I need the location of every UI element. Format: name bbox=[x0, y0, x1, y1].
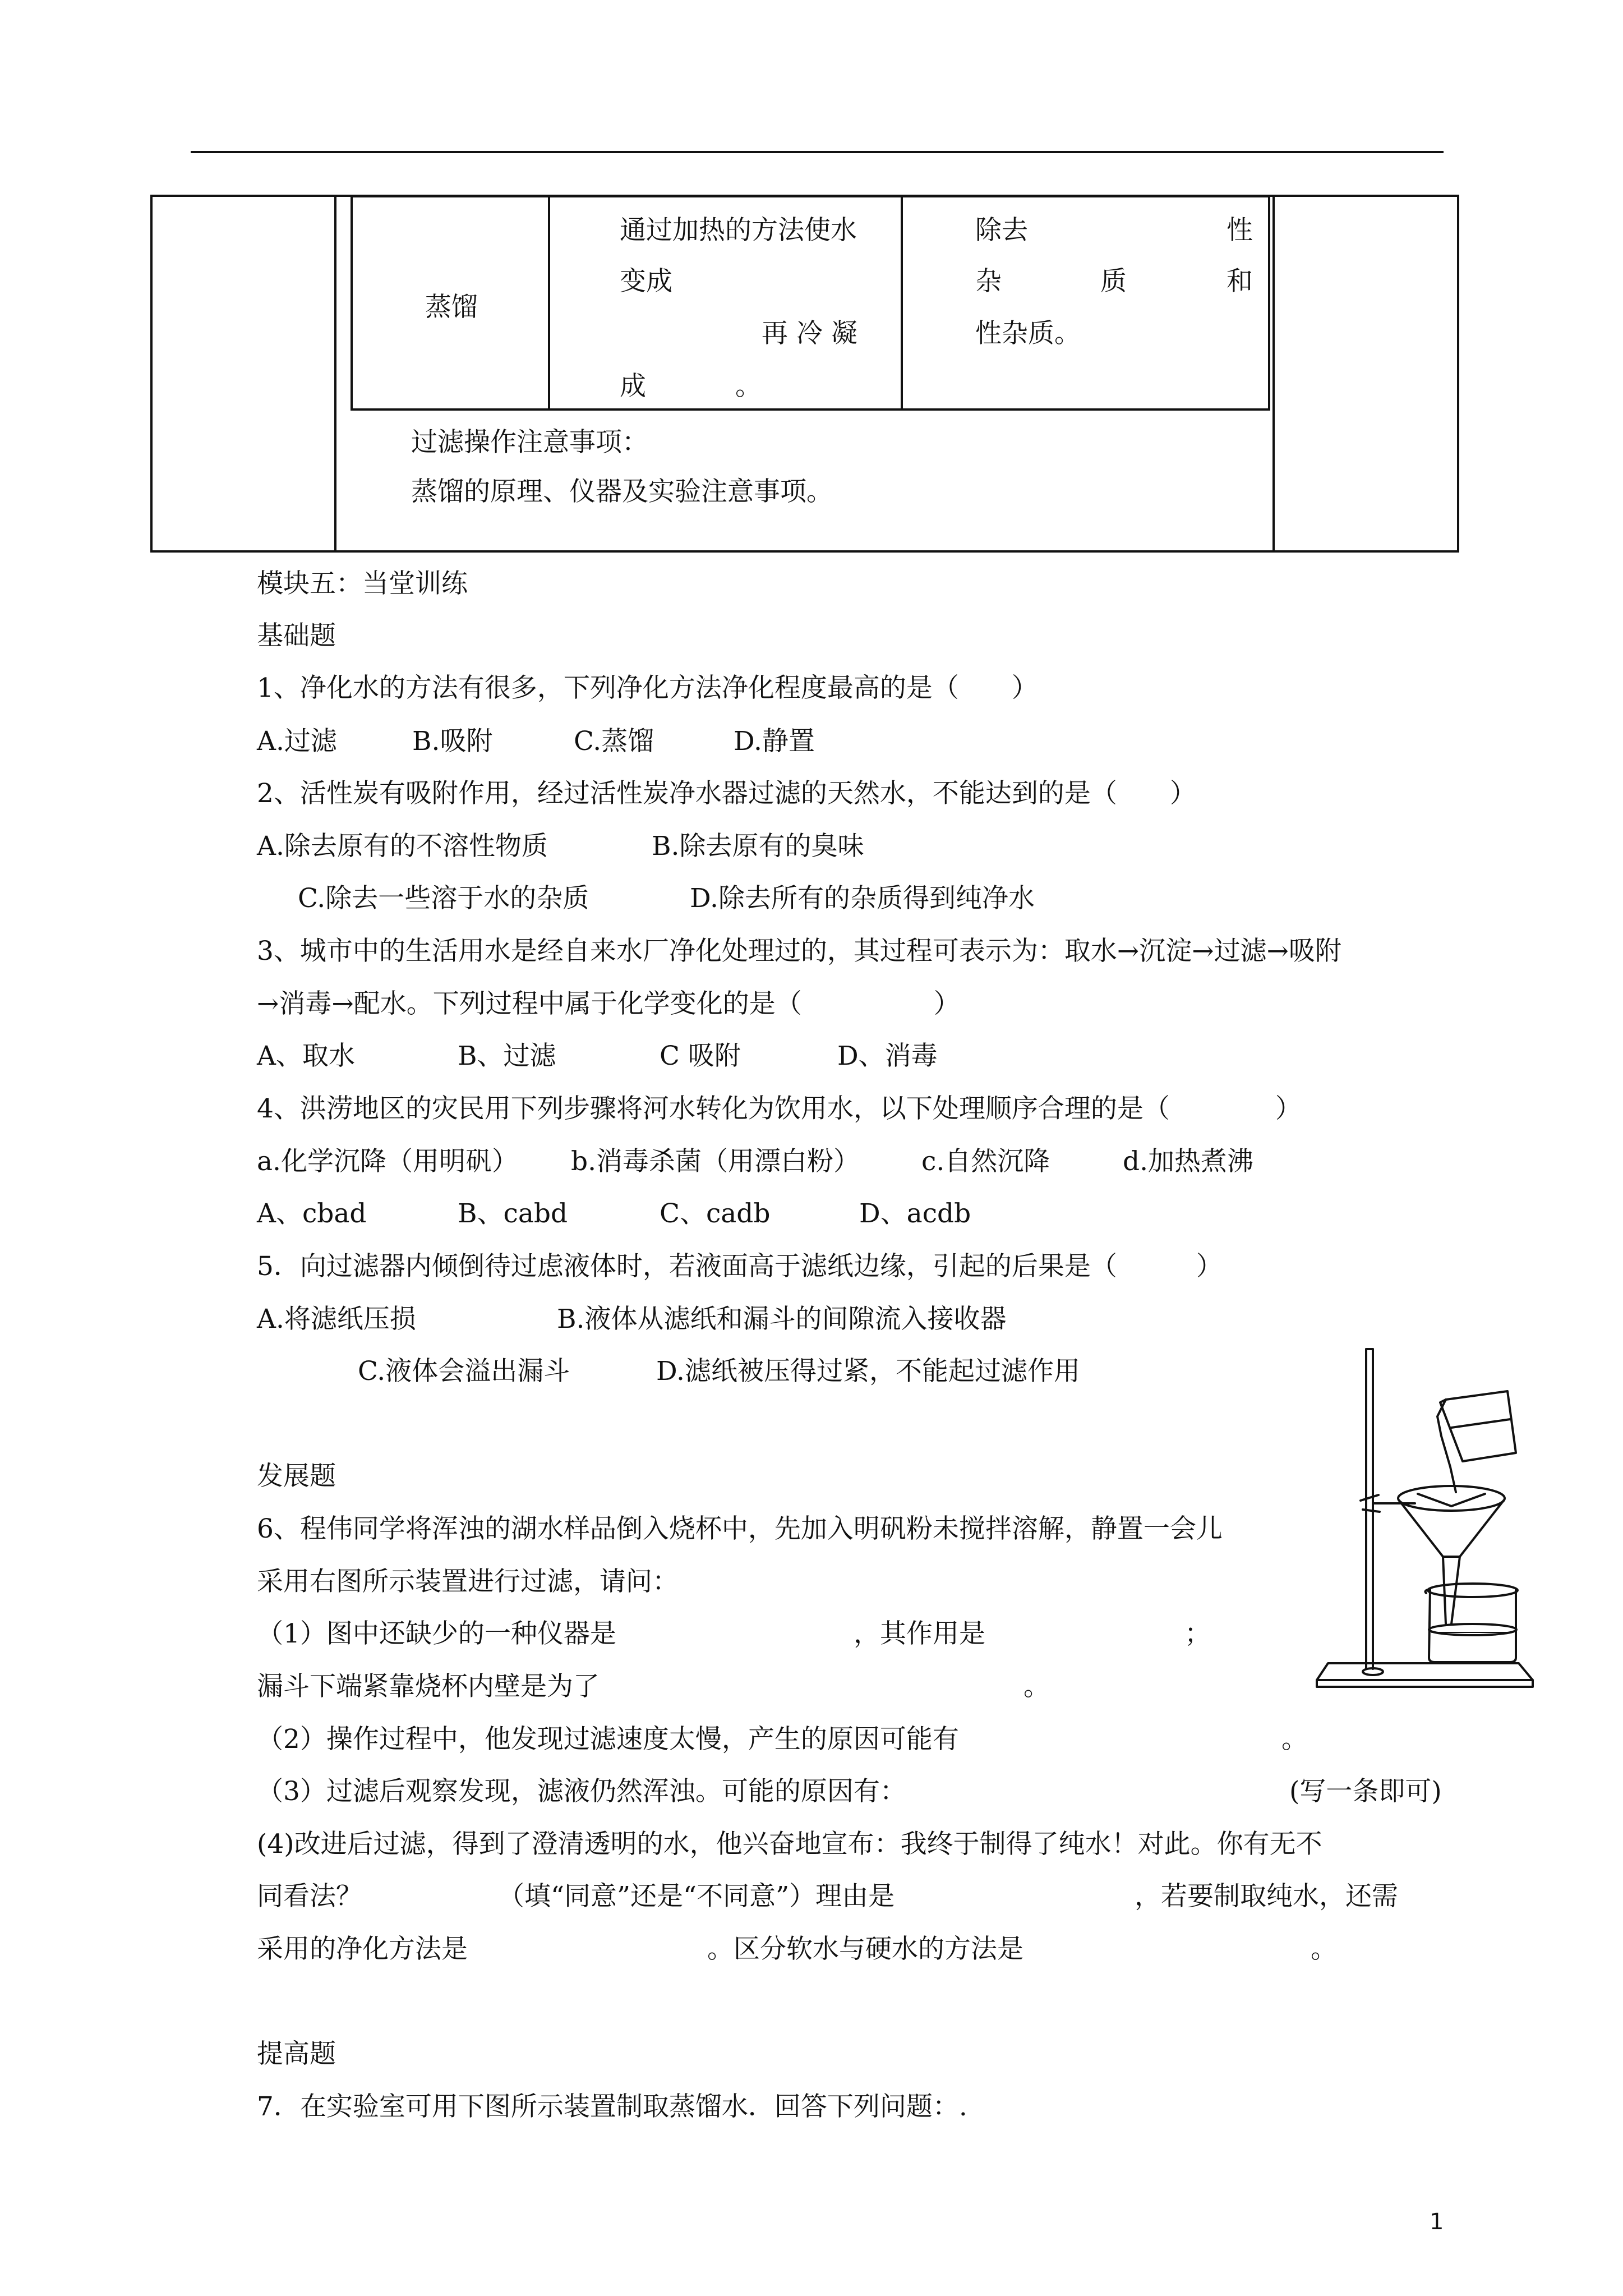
q4-option-d: D、acdb bbox=[859, 1198, 971, 1229]
q3-option-a: A、取水 bbox=[257, 1041, 355, 1071]
q3-stem-line-1: 3、城市中的生活用水是经自来水厂净化处理过的，其过程可表示为：取水→沉淀→过滤→吸附 bbox=[257, 936, 1342, 967]
effect-line-1b: 性 bbox=[1227, 215, 1253, 246]
q6-part1-b: ，其作用是 bbox=[854, 1618, 985, 1649]
q4-step-d: d.加热煮沸 bbox=[1123, 1146, 1254, 1177]
effect-line-2b: 质 bbox=[1100, 266, 1127, 297]
q2-option-b: B.除去原有的臭味 bbox=[652, 831, 864, 862]
adv-section-title: 提高题 bbox=[257, 2039, 336, 2069]
filtration-apparatus-figure bbox=[1311, 1343, 1552, 1703]
q2-option-d: D.除去所有的杂质得到纯净水 bbox=[690, 883, 1035, 914]
q6-part3-a: （3）过滤后观察发现，滤液仍然浑浊。可能的原因有： bbox=[257, 1776, 906, 1807]
principle-line-4b: 。 bbox=[735, 371, 762, 402]
q6-part1-e: 。 bbox=[1023, 1671, 1050, 1702]
q6-stem-line-2: 采用右图所示装置进行过滤，请问： bbox=[257, 1566, 679, 1597]
q1-option-c: C.蒸馏 bbox=[574, 726, 654, 757]
dev-section-title: 发展题 bbox=[257, 1461, 336, 1492]
q4-step-b: b.消毒杀菌（用漂白粉） bbox=[571, 1146, 860, 1177]
effect-line-1a: 除去 bbox=[975, 215, 1028, 246]
principle-line-3: 再 冷 凝 bbox=[762, 318, 857, 349]
q5-option-d: D.滤纸被压得过紧，不能起过滤作用 bbox=[656, 1356, 1080, 1387]
inner-divider-2 bbox=[901, 197, 903, 408]
q6-part4-e: 采用的净化方法是 bbox=[257, 1934, 468, 1964]
q5-option-c: C.液体会溢出漏斗 bbox=[358, 1356, 570, 1387]
q1-option-a: A.过滤 bbox=[257, 726, 337, 757]
principle-line-4a: 成 bbox=[620, 371, 646, 402]
q5-option-b: B.液体从滤纸和漏斗的间隙流入接收器 bbox=[557, 1304, 1007, 1335]
principle-line-1: 通过加热的方法使水 bbox=[620, 215, 857, 246]
header-rule bbox=[191, 151, 1444, 153]
q6-part3-b: (写一条即可) bbox=[1289, 1776, 1442, 1807]
q4-option-b: B、cabd bbox=[458, 1198, 568, 1229]
effect-line-2c: 和 bbox=[1227, 266, 1253, 297]
q6-part4-line-1: (4)改进后过滤，得到了澄清透明的水，他兴奋地宣布：我终于制得了纯水！对此。你有无不 bbox=[257, 1829, 1322, 1860]
q6-stem-line-1: 6、程伟同学将浑浊的湖水样品倒入烧杯中，先加入明矾粉未搅拌溶解，静置一会儿 bbox=[257, 1513, 1223, 1544]
q6-part4-d: ，若要制取纯水，还需 bbox=[1135, 1881, 1398, 1912]
q6-part2-a: （2）操作过程中，他发现过滤速度太慢，产生的原因可能有 bbox=[257, 1724, 959, 1755]
q1-option-b: B.吸附 bbox=[412, 726, 493, 757]
principle-line-2: 变成 bbox=[620, 266, 672, 297]
q2-stem: 2、活性炭有吸附作用，经过活性炭净水器过滤的天然水，不能达到的是（ ） bbox=[257, 778, 1196, 809]
q1-stem: 1、净化水的方法有很多，下列净化方法净化程度最高的是（ ） bbox=[257, 673, 1038, 703]
page-number: 1 bbox=[1430, 2209, 1444, 2235]
q4-step-a: a.化学沉降（用明矾） bbox=[257, 1146, 518, 1177]
q3-option-b: B、过滤 bbox=[458, 1041, 556, 1071]
effect-line-3: 性杂质。 bbox=[975, 318, 1081, 349]
q4-option-c: C、cadb bbox=[660, 1198, 771, 1229]
table-note-filtration: 过滤操作注意事项： bbox=[411, 427, 648, 458]
q4-step-c: c.自然沉降 bbox=[921, 1146, 1050, 1177]
q3-option-c: C 吸附 bbox=[660, 1041, 741, 1071]
q7-stem: 7．在实验室可用下图所示装置制取蒸馏水．回答下列问题：. bbox=[257, 2091, 967, 2122]
q6-part4-c: （填“同意”还是“不同意”）理由是 bbox=[498, 1881, 895, 1912]
q4-option-a: A、cbad bbox=[257, 1198, 367, 1229]
basic-section-title: 基础题 bbox=[257, 620, 336, 651]
q6-part4-g: 。 bbox=[1311, 1934, 1337, 1964]
q5-stem: 5．向过滤器内倾倒待过虑液体时，若液面高于滤纸边缘，引起的后果是（ ） bbox=[257, 1251, 1223, 1282]
module-title: 模块五：当堂训练 bbox=[257, 568, 468, 599]
q6-part1-a: （1）图中还缺少的一种仪器是 bbox=[257, 1618, 616, 1649]
q2-option-c: C.除去一些溶于水的杂质 bbox=[298, 883, 589, 914]
q6-part2-b: 。 bbox=[1281, 1724, 1308, 1755]
q6-part4-f: 。区分软水与硬水的方法是 bbox=[707, 1934, 1023, 1964]
q6-part4-b: 同看法？ bbox=[257, 1881, 362, 1912]
q3-option-d: D、消毒 bbox=[837, 1041, 938, 1071]
q4-stem: 4、洪涝地区的灾民用下列步骤将河水转化为饮用水，以下处理顺序合理的是（ ） bbox=[257, 1093, 1302, 1124]
effect-line-2a: 杂 bbox=[975, 266, 1002, 297]
table-note-distillation: 蒸馏的原理、仪器及实验注意事项。 bbox=[411, 476, 833, 507]
table-divider-right bbox=[1272, 197, 1275, 550]
stand-rod bbox=[1366, 1349, 1373, 1669]
method-cell: 蒸馏 bbox=[425, 292, 478, 323]
q1-option-d: D.静置 bbox=[734, 726, 815, 757]
q6-part1-c: ； bbox=[1184, 1618, 1211, 1649]
inner-divider-1 bbox=[548, 197, 550, 408]
pouring-beaker bbox=[1440, 1391, 1516, 1461]
stand-base bbox=[1317, 1663, 1533, 1680]
q2-option-a: A.除去原有的不溶性物质 bbox=[257, 831, 548, 862]
q6-part1-d: 漏斗下端紧靠烧杯内壁是为了 bbox=[257, 1671, 600, 1702]
q3-stem-line-2: →消毒→配水。下列过程中属于化学变化的是（ ） bbox=[257, 988, 960, 1019]
q5-option-a: A.将滤纸压损 bbox=[257, 1304, 416, 1335]
table-divider-left bbox=[334, 197, 336, 550]
